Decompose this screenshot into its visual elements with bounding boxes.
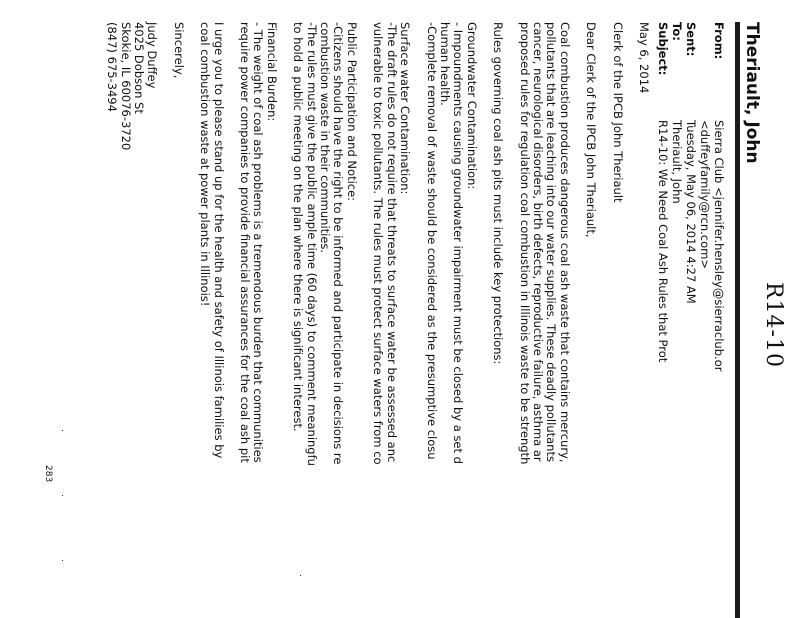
text-line: I urge you to please stand up for the health and safety of Illinois families by [211, 22, 226, 459]
text-line: require power companies to provide financial assurances for the coal ash pit [238, 22, 253, 463]
signature-line: Skokie, IL 60076-3720 [118, 22, 133, 151]
scan-speck [62, 430, 63, 431]
letter-paragraph [238, 22, 278, 466]
from-email-value: <duffeyfamily@rcn.com> [698, 120, 712, 269]
docket-number: R14-10 [761, 282, 786, 368]
text-line: - Impoundments causing groundwater impairment must be closed by a set d [451, 22, 466, 464]
text-line: Groundwater Contamination: [464, 22, 479, 190]
letter-paragraphs [185, 22, 571, 466]
letter-paragraph [198, 22, 225, 466]
to-value: Theriault, John [670, 120, 684, 204]
text-line: -Complete removal of waste should be considered as the presumptive closu [424, 22, 439, 460]
text-line: Financial Burden: [264, 22, 279, 122]
signature-block [105, 22, 159, 466]
text-line: cancer, neurological disorders, birth defects, reproductive failure, asthma ar [530, 22, 545, 462]
page-number: 283 [43, 465, 53, 483]
signature-line: (847) 675-3494 [105, 22, 120, 112]
letter-paragraph [291, 22, 358, 466]
text-line: -The draft rules do not require that threats to surface water be assessed anc [384, 22, 399, 463]
text-line: - The weight of coal ash problems is a tremendous burden that communities [251, 22, 266, 463]
letter-paragraph [491, 22, 504, 466]
scan-speck [62, 560, 63, 561]
from-label: From: [712, 22, 726, 60]
text-line: human health. [437, 22, 452, 106]
letter-closing: Sincerely, [171, 22, 186, 79]
letter-salutation: Dear Clerk of the IPCB John Theriault, [584, 22, 599, 238]
letter-body [105, 22, 650, 466]
text-line: coal combustion waste at power plants in Illinois! [198, 22, 213, 307]
from-value: Sierra Club <jennifer.hensley@sierraclub.or [712, 120, 726, 372]
text-line: to hold a public meeting on the plan where there is significant interest. [291, 22, 306, 432]
to-label: To: [670, 22, 684, 41]
letter-paragraph [371, 22, 411, 466]
sent-value: Tuesday, May 06, 2014 4:27 AM [684, 120, 698, 304]
scan-speck [300, 575, 301, 576]
sender-name-heading: Theriault, John [742, 22, 762, 164]
letter-paragraph [517, 22, 571, 466]
letter-recipient: Clerk of the IPCB John Theriault [610, 22, 625, 203]
header-rule [735, 22, 740, 618]
signature-line: Judy Duffey [145, 22, 160, 89]
subject-label: Subject: [656, 22, 670, 76]
text-line: proposed rules for regulation coal combustion in Illinois waste to be strength [517, 22, 532, 465]
text-line: Coal combustion produces dangerous coal ash waste that contains mercury, [557, 22, 572, 463]
text-line: pollutants that are leaching into our water supplies. These deadly pollutants [544, 22, 559, 462]
letter-date: May 6, 2014 [637, 22, 651, 94]
subject-value: R14-10: We Need Coal Ash Rules that Prot [656, 120, 670, 363]
scan-speck [62, 495, 63, 496]
text-line: -Citizens should have the right to be informed and participate in decisions re [331, 22, 346, 465]
text-line: Surface water Contamination: [398, 22, 413, 195]
text-line: -The rules must give the public ample time (60 days) to comment meaningfu [304, 22, 319, 466]
text-line: vulnerable to toxic pollutants. The rules must protect surface waters from co [371, 22, 386, 465]
text-line: combustion waste in their communities. [318, 22, 333, 254]
text-line: Rules governing coal ash pits must include key protections: [491, 22, 506, 365]
text-line: Public Participation and Notice: [344, 22, 359, 202]
sent-label: Sent: [684, 22, 698, 57]
signature-line: 4025 Dobson St [132, 22, 147, 114]
letter-paragraph [424, 22, 478, 466]
